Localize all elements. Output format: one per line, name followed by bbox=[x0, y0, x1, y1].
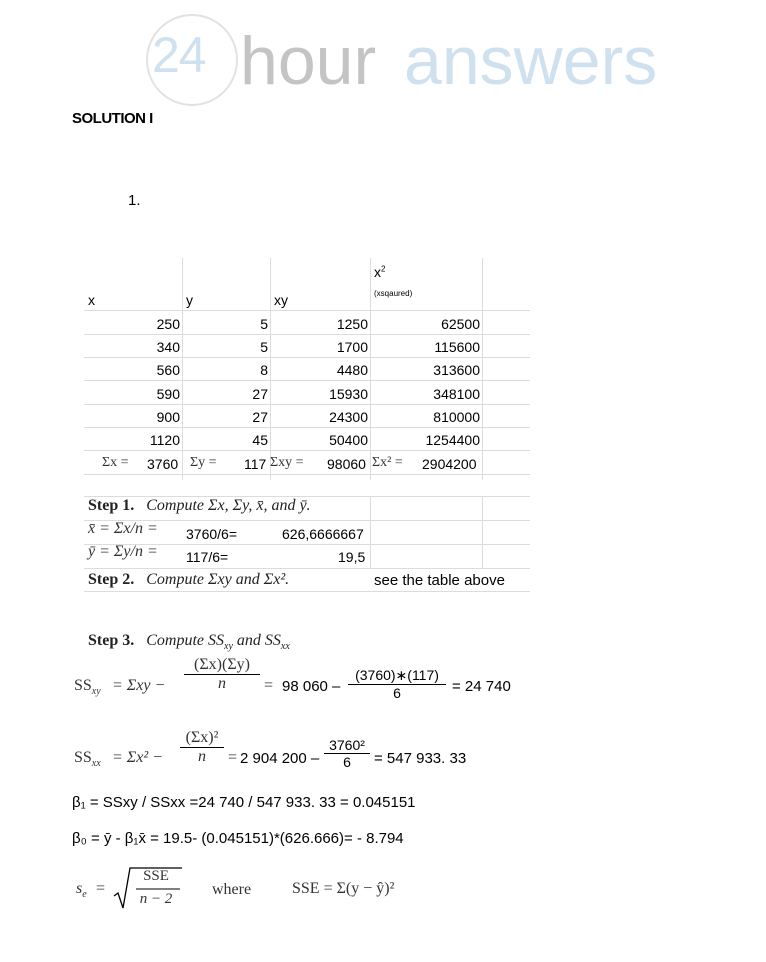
ybar-calc: 117/6= bbox=[186, 549, 229, 565]
beta0-line: β₀ = ȳ - β₁x̄ = 19.5- (0.045151)*(626.666)= - 8.794 bbox=[72, 830, 404, 847]
step2-note: see the table above bbox=[374, 572, 505, 589]
xbar-formula: x̄ = Σx/n = bbox=[88, 520, 158, 537]
watermark-number: 24 bbox=[152, 27, 206, 83]
xbar-calc: 3760/6= bbox=[186, 526, 237, 542]
step2-heading: Step 2. Compute Σxy and Σx². bbox=[88, 571, 290, 588]
solution-heading: SOLUTION I bbox=[72, 110, 153, 127]
header-x2-note: (xsqaured) bbox=[374, 289, 413, 298]
item-number: 1. bbox=[128, 192, 141, 209]
step3-heading: Step 3. Compute $SS_{xy}$ and $SS_{xx}$ bbox=[88, 632, 290, 653]
header-x: x bbox=[88, 292, 95, 308]
header-x2: $x^2$ bbox=[374, 264, 386, 280]
ybar-formula: ȳ = Σy/n = bbox=[88, 543, 158, 560]
header-y: y bbox=[186, 292, 193, 308]
beta1-line: β₁ = SSxy / SSxx =24 740 / 547 933. 33 = 0.045151 bbox=[72, 794, 416, 811]
step1-heading: Step 1. Compute Σx, Σy, x̄, and ȳ. bbox=[88, 497, 311, 514]
ybar-value: 19,5 bbox=[338, 549, 366, 565]
header-xy: xy bbox=[274, 292, 288, 308]
xbar-value: 626,6666667 bbox=[282, 526, 364, 542]
watermark-hour: hour bbox=[240, 23, 377, 99]
watermark-answers: answers bbox=[404, 23, 658, 99]
